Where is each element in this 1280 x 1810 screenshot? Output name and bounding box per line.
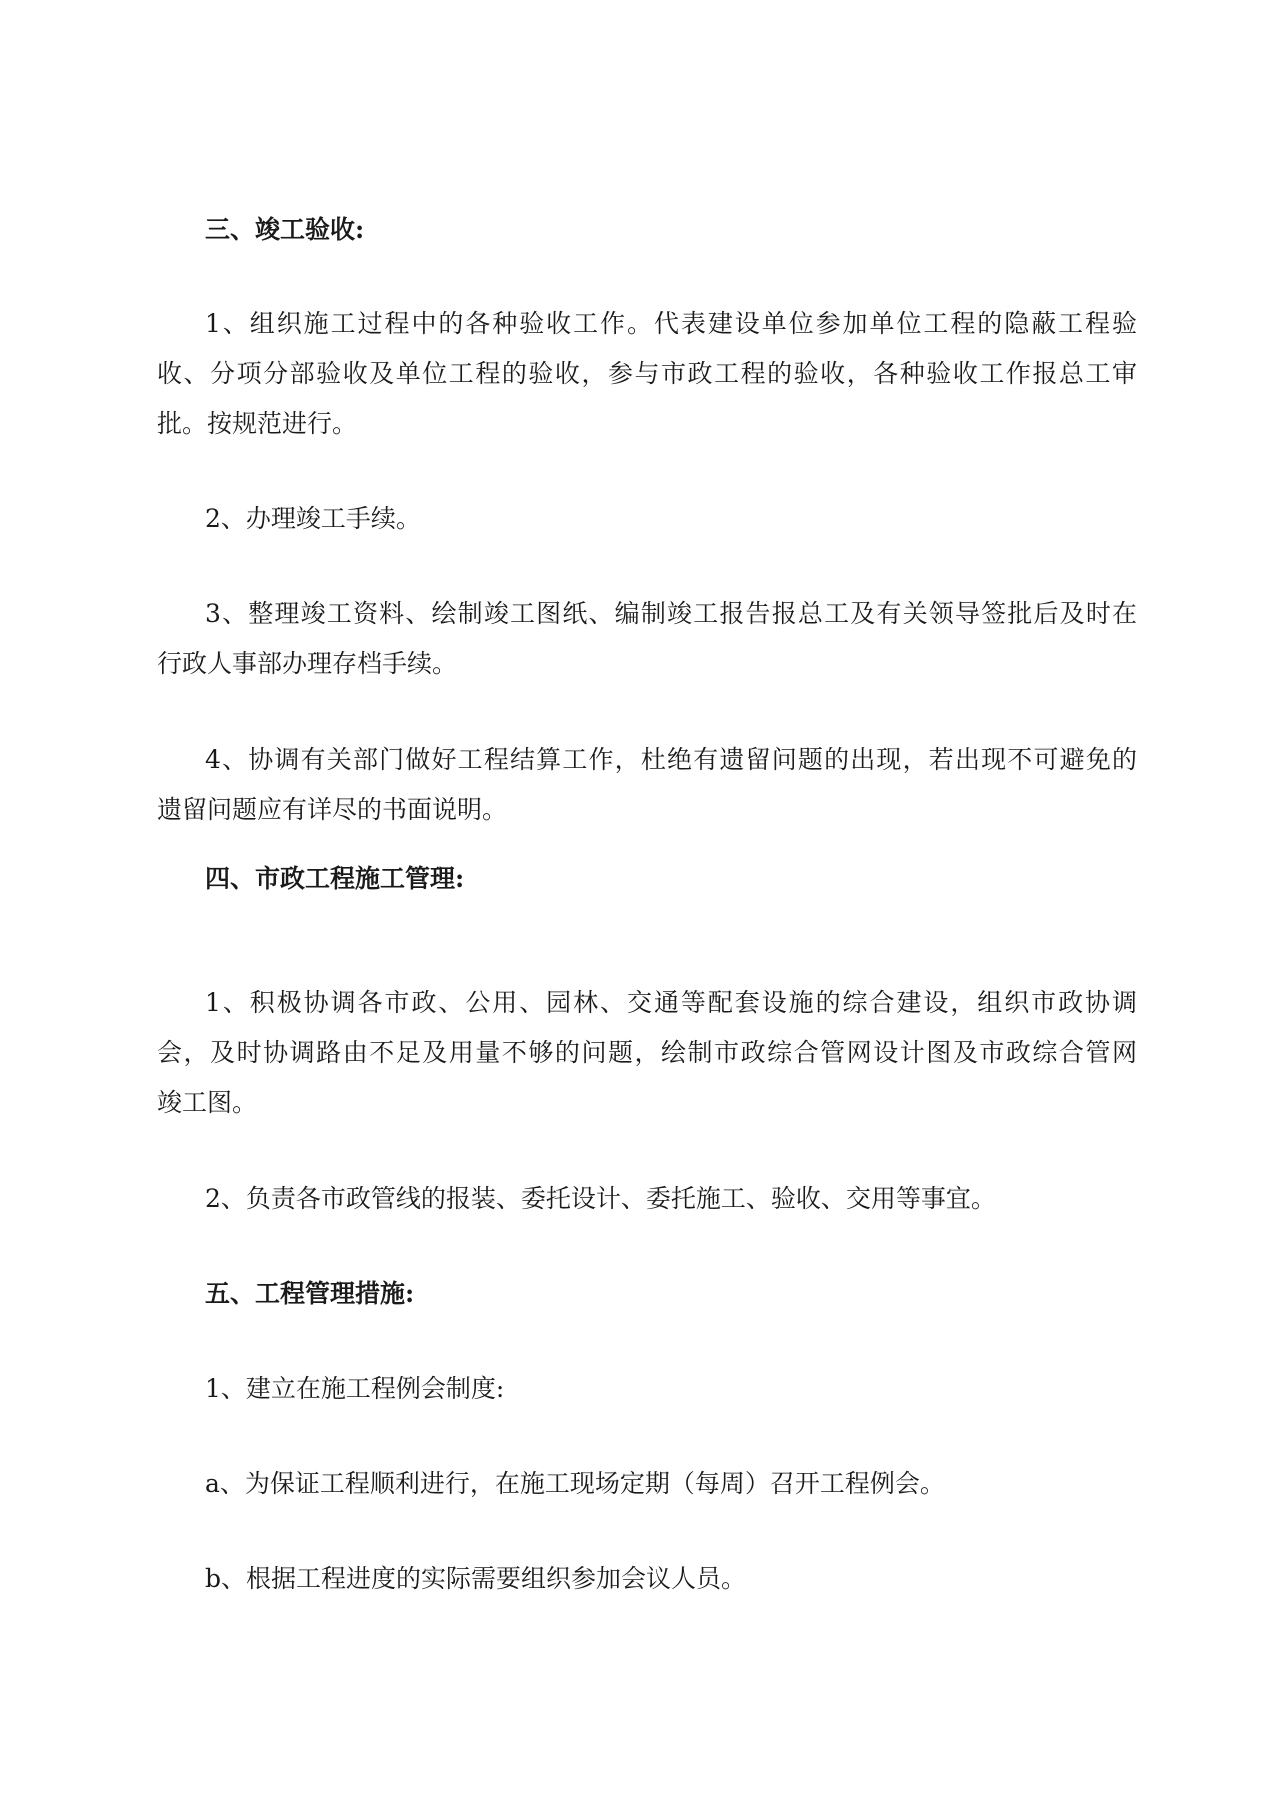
section-3-item-1-line-2: 收、分项分部验收及单位工程的验收，参与市政工程的验收，各种验收工作报总工审 xyxy=(157,359,1137,388)
section-3-item-2: 2、办理竣工手续。 xyxy=(205,504,421,533)
section-3-title: 三、竣工验收: xyxy=(205,215,365,244)
section-5-item-1: 1、建立在施工程例会制度: xyxy=(205,1374,505,1403)
section-4-item-2: 2、负责各市政管线的报装、委托设计、委托施工、验收、交用等事宜。 xyxy=(205,1184,996,1213)
section-3-item-1-line-3: 批。按规范进行。 xyxy=(157,409,358,438)
section-5-item-b: b、根据工程进度的实际需要组织参加会议人员。 xyxy=(205,1564,747,1593)
section-3-item-1-line-1: 1、组织施工过程中的各种验收工作。代表建设单位参加单位工程的隐蔽工程验 xyxy=(205,309,1137,338)
section-5-title: 五、工程管理措施: xyxy=(205,1279,415,1308)
section-5-item-a: a、为保证工程顺利进行，在施工现场定期（每周）召开工程例会。 xyxy=(205,1469,945,1498)
section-3-item-4-line-1: 4、协调有关部门做好工程结算工作，杜绝有遗留问题的出现，若出现不可避免的 xyxy=(205,745,1137,774)
section-3-item-3-line-2: 行政人事部办理存档手续。 xyxy=(157,649,458,678)
section-3-item-4-line-2: 遗留问题应有详尽的书面说明。 xyxy=(157,795,508,824)
section-4-item-1-line-2: 会，及时协调路由不足及用量不够的问题，绘制市政综合管网设计图及市政综合管网 xyxy=(157,1038,1137,1067)
section-4-item-1-line-1: 1、积极协调各市政、公用、园林、交通等配套设施的综合建设，组织市政协调 xyxy=(205,988,1137,1017)
section-3-item-3-line-1: 3、整理竣工资料、绘制竣工图纸、编制竣工报告报总工及有关领导签批后及时在 xyxy=(205,599,1137,628)
section-4-title: 四、市政工程施工管理: xyxy=(205,864,465,893)
section-4-item-1-line-3: 竣工图。 xyxy=(157,1088,258,1117)
